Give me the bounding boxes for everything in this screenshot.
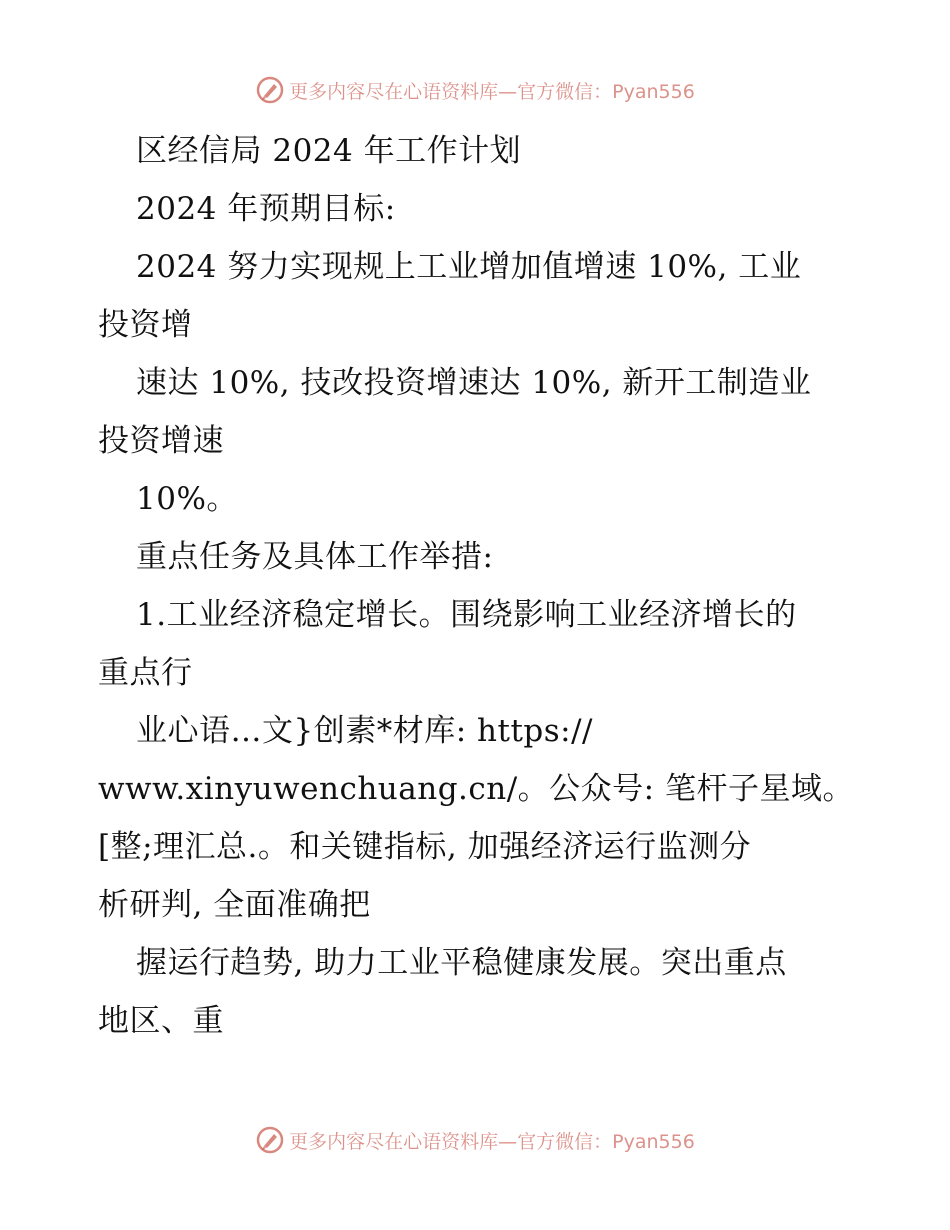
text-line: 投资增: [98, 307, 193, 343]
text-line: 重点行: [98, 655, 193, 691]
text-line: 1.工业经济稳定增长。围绕影响工业经济增长的: [136, 597, 797, 633]
doc-title: 区经信局 2024 年工作计划: [136, 133, 522, 169]
footer-watermark: [0, 1122, 950, 1158]
text-line: 投资增速: [98, 423, 224, 459]
text-line: 10%。: [136, 481, 238, 517]
text-line: 地区、重: [98, 1003, 224, 1039]
watermark-text: 更多内容尽在心语资料库—官方微信：Pyan556: [289, 1130, 695, 1153]
section-heading: 重点任务及具体工作举措:: [136, 539, 494, 575]
text-line: 2024 年预期目标:: [136, 191, 396, 227]
text-line: [整;理汇总.。和关键指标, 加强经济运行监测分: [98, 829, 752, 865]
text-line: 业心语…文}创素*材库: https://: [136, 713, 593, 749]
watermark-text: 更多内容尽在心语资料库—官方微信：Pyan556: [289, 80, 695, 103]
text-line: 析研判, 全面准确把: [98, 887, 371, 923]
text-line: 速达 10%, 技改投资增速达 10%, 新开工制造业: [136, 365, 812, 401]
document-body: [98, 122, 858, 1050]
pen-logo-icon: [255, 75, 285, 105]
header-watermark: [0, 72, 950, 108]
text-line: 握运行趋势, 助力工业平稳健康发展。突出重点: [136, 945, 787, 981]
pen-logo-icon: [255, 1125, 285, 1155]
text-line: 2024 努力实现规上工业增加值增速 10%, 工业: [136, 249, 802, 285]
text-line: www.xinyuwenchuang.cn/。公众号: 笔杆子星域。: [98, 771, 854, 807]
